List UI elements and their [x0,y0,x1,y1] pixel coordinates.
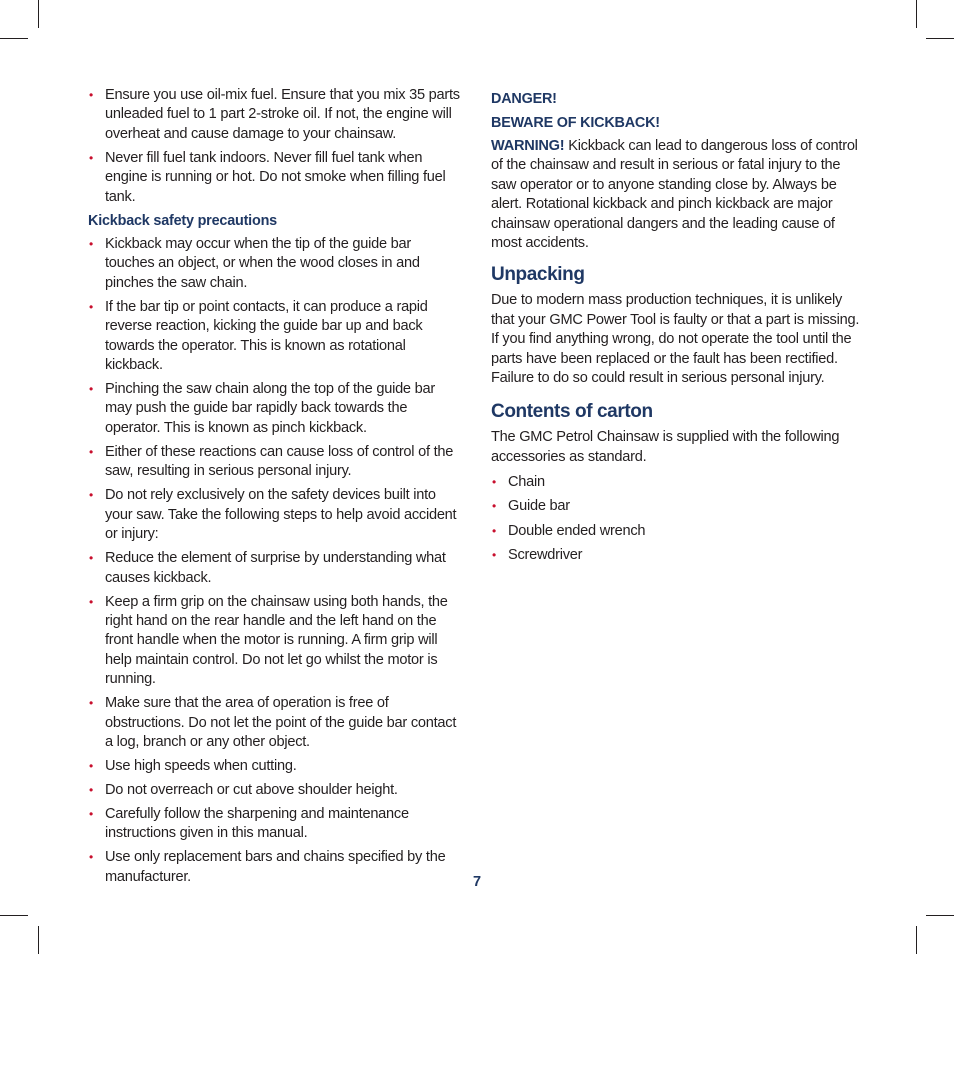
bullet-icon: • [89,299,93,314]
warning-text: Kickback can lead to dangerous loss of control of the chainsaw and result in serious or fatal injury to the saw operator or to anyone standing close by. Always be alert. Rotational kickback and pinch kickback are major chainsaw operational dangers and the leading cause of most accidents. [491,138,858,252]
crop-mark [916,0,917,28]
bullet-icon: • [89,782,93,797]
crop-mark [38,0,39,28]
fuel-bullet-list [88,86,464,207]
list-item: • Use high speeds when cutting. [88,757,464,776]
kickback-bullet-list [88,235,464,887]
crop-mark [0,38,28,39]
bullet-icon: • [89,806,93,821]
bullet-icon: • [89,237,93,252]
bullet-icon: • [492,523,496,538]
list-item: • Carefully follow the sharpening and maintenance instructions given in this manual. [89,805,409,842]
list-item: • Guide bar [491,497,863,516]
bullet-icon: • [492,475,496,490]
warning-paragraph [491,137,863,253]
list-item: • Pinching the saw chain along the top of the guide bar may push the guide bar rapidly back towards the operator. This is known as pinch kickback. [89,381,435,436]
bullet-icon: • [89,88,93,102]
right-column [491,86,863,570]
contents-heading: Contents of carton [491,401,653,423]
bullet-icon: • [89,850,93,865]
beware-kickback-label: BEWARE OF KICKBACK! [491,115,660,131]
list-item: • Double ended wrench [491,522,863,541]
list-item: • Chain [491,473,863,492]
bullet-icon: • [89,150,93,165]
warning-label: WARNING! [491,138,565,154]
bullet-icon: • [492,499,496,514]
list-item: • Keep a firm grip on the chainsaw using both hands, the right hand on the rear handle and the left hand on the front handle when the motor is running. A firm grip will help maintain control. Do not let go whilst the motor is running. [89,593,448,688]
page-number: 7 [472,874,482,890]
list-item: • Use only replacement bars and chains specified by the manufacturer. [89,849,446,885]
left-column [88,86,464,892]
crop-mark [0,915,28,916]
list-item: • Kickback may occur when the tip of the guide bar touches an object, or when the wood closes in and pinches the saw chain. [89,236,420,291]
list-item: • Either of these reactions can cause loss of control of the saw, resulting in serious personal injury. [89,443,454,480]
crop-mark [38,926,39,954]
list-item: • Reduce the element of surprise by understanding what causes kickback. [89,550,446,586]
list-item: • Do not rely exclusively on the safety devices built into your saw. Take the following steps to help avoid accident or injury: [89,487,457,543]
list-item: • Do not overreach or cut above shoulder height. [88,781,464,800]
bullet-icon: • [89,594,93,609]
contents-list [491,473,863,565]
unpacking-heading: Unpacking [491,264,585,286]
crop-mark [926,38,954,39]
danger-label: DANGER! [491,91,557,107]
bullet-icon: • [89,488,93,503]
crop-mark [916,926,917,954]
list-item: • Ensure you use oil-mix fuel. Ensure that you mix 35 parts unleaded fuel to 1 part 2-stroke oil. If not, the engine will overheat and cause damage to your chainsaw. [89,87,460,142]
unpacking-paragraph: Due to modern mass production techniques, it is unlikely that your GMC Power Tool is faulty or that a part is missing. If you find anything wrong, do not operate the tool until the parts have been replaced or the fault has been rectified. Failure to do so could result in serious personal injury. [491,292,860,387]
crop-mark [926,915,954,916]
bullet-icon: • [89,382,93,397]
list-item: • Make sure that the area of operation is free of obstructions. Do not let the point of the guide bar contact a log, branch or any other object. [89,695,457,750]
list-item: • If the bar tip or point contacts, it can produce a rapid reverse reaction, kicking the guide bar up and back towards the operator. This is known as rotational kickback. [89,298,428,374]
contents-paragraph: The GMC Petrol Chainsaw is supplied with the following accessories as standard. [491,429,840,465]
list-item: • Never fill fuel tank indoors. Never fill fuel tank when engine is running or hot. Do not smoke when filling fuel tank. [89,149,446,205]
bullet-icon: • [89,696,93,711]
list-item: • Screwdriver [491,546,863,565]
bullet-icon: • [89,758,93,773]
bullet-icon: • [492,547,496,562]
bullet-icon: • [89,444,93,459]
kickback-heading: Kickback safety precautions [88,213,277,230]
bullet-icon: • [89,551,93,566]
